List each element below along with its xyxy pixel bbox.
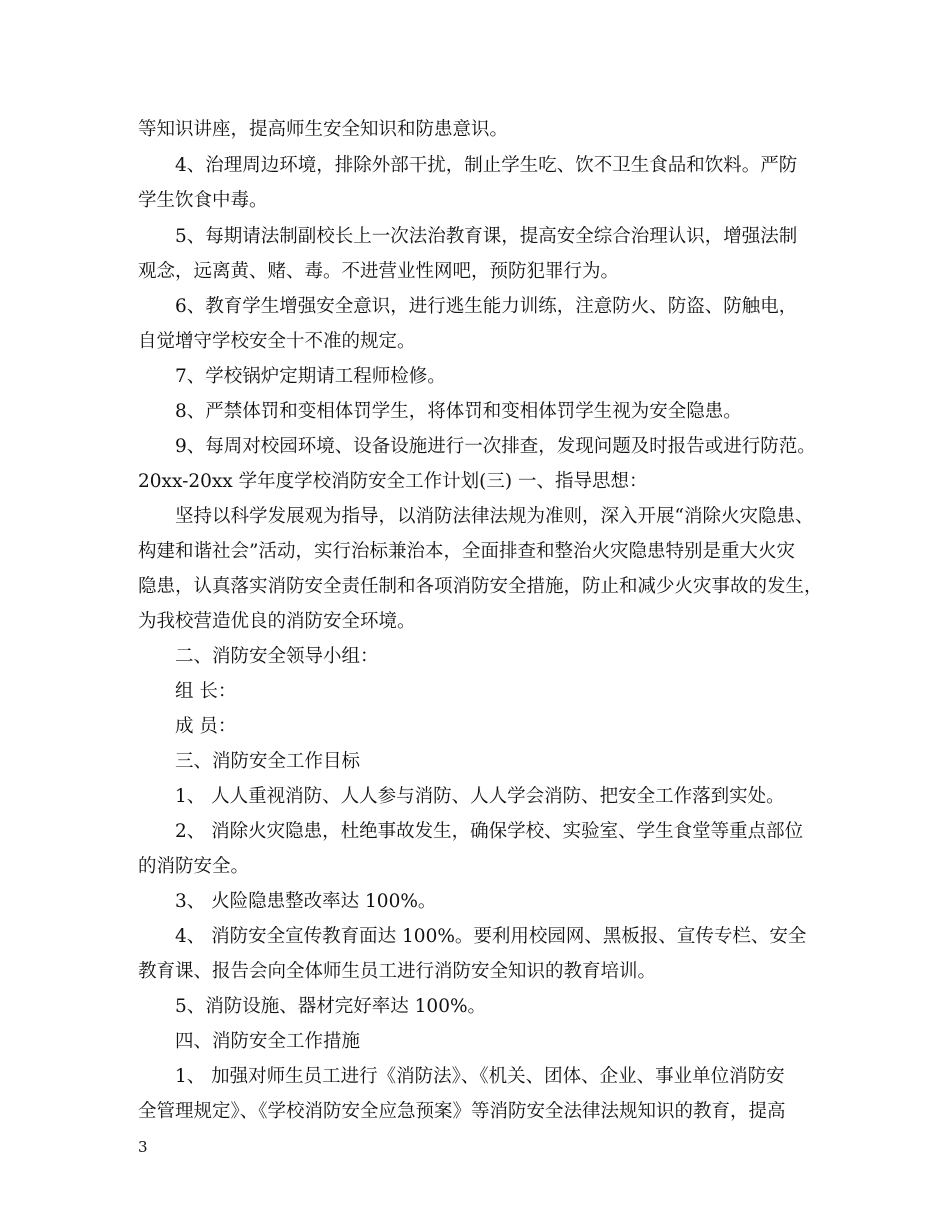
text-line: 教育课、报告会向全体师生员工进行消防安全知识的教育培训。: [138, 961, 657, 982]
text-line: 3、 火险隐患整改率达 100%。: [175, 891, 437, 912]
section-heading: 三、消防安全工作目标: [175, 751, 361, 772]
section-title: 20xx-20xx 学年度学校消防安全工作计划(三) 一、指导思想：: [138, 471, 648, 492]
text-line: 为我校营造优良的消防安全环境。: [138, 611, 416, 632]
text-line: 学生饮食中毒。: [138, 190, 268, 211]
page-number: 3: [138, 1138, 148, 1156]
text-line: 4、治理周边环境，排除外部干扰，制止学生吃、饮不卫生食品和饮料。严防: [175, 155, 798, 176]
text-line: 观念，远离黄、赌、毒。不进营业性网吧，预防犯罪行为。: [138, 261, 620, 282]
text-line: 全管理规定》、《学校消防安全应急预案》等消防安全法律法规知识的教育，提高: [138, 1101, 786, 1122]
text-line: 隐患，认真落实消防安全责任制和各项消防安全措施，防止和减少火灾事故的发生，: [138, 576, 823, 597]
text-line: 1、 加强对师生员工进行《消防法》、《机关、团体、企业、事业单位消防安: [175, 1066, 785, 1087]
text-line: 自觉增守学校安全十不准的规定。: [138, 331, 416, 352]
text-line: 5、每期请法制副校长上一次法治教育课，提高安全综合治理认识，增强法制: [175, 226, 798, 247]
section-heading: 二、消防安全领导小组：: [175, 646, 379, 667]
text-line: 等知识讲座，提高师生安全知识和防患意识。: [138, 119, 509, 140]
text-line: 7、学校锅炉定期请工程师检修。: [175, 366, 446, 387]
text-line: 1、 人人重视消防、人人参与消防、人人学会消防、把安全工作落到实处。: [175, 786, 785, 807]
text-line: 坚持以科学发展观为指导，以消防法律法规为准则，深入开展“消除火灾隐患、: [175, 506, 814, 527]
text-line: 4、 消防安全宣传教育面达 100%。要利用校园网、黑板报、宣传专栏、安全: [175, 926, 807, 947]
text-line: 组 长：: [175, 681, 237, 702]
text-line: 8、严禁体罚和变相体罚学生，将体罚和变相体罚学生视为安全隐患。: [175, 401, 742, 422]
section-heading: 四、消防安全工作措施: [175, 1031, 361, 1052]
text-line: 2、 消除火灾隐患，杜绝事故发生，确保学校、实验室、学生食堂等重点部位: [175, 821, 804, 842]
text-line: 成 员：: [175, 716, 237, 737]
text-line: 6、教育学生增强安全意识，进行逃生能力训练，注意防火、防盗、防触电，: [175, 296, 798, 317]
text-line: 的消防安全。: [138, 856, 250, 877]
text-line: 5、消防设施、器材完好率达 100%。: [175, 996, 487, 1017]
text-line: 9、每周对校园环境、设备设施进行一次排查，发现问题及时报告或进行防范。: [175, 436, 816, 457]
text-line: 构建和谐社会”活动，实行治标兼治本，全面排查和整治火灾隐患特别是重大火灾: [138, 541, 795, 562]
